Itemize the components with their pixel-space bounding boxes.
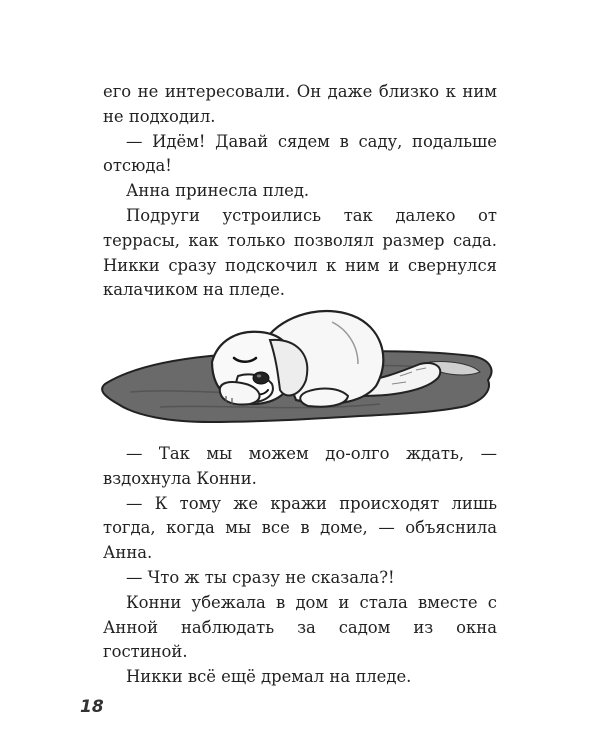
dog-nose <box>253 372 269 384</box>
paragraph: Никки всё ещё дремал на пледе. <box>126 667 412 687</box>
paragraph: Анна принесла плед. <box>126 181 310 201</box>
paragraph: — Что ж ты сразу не сказала?! <box>126 567 395 587</box>
text-block-top <box>103 80 497 303</box>
paragraph: — Так мы можем до-олго ждать, — вздохнула Конни. <box>103 444 497 488</box>
paragraph: его не интересовали. Он даже близко к ним не подходил. <box>103 82 497 126</box>
dog-back-paw <box>300 389 348 407</box>
paragraph: Конни убежала в дом и стала вместе с Анной наблюдать за садом из окна гостиной. <box>103 592 497 662</box>
paragraph: — Идём! Давай сядем в саду, подальше отсюда! <box>103 131 497 176</box>
text-block-bottom <box>103 442 497 690</box>
paragraph: Подруги устроились так далеко от террасы, как только позволял размер сада. Никки сразу подскочил к ним и свернулся калачиком на пледе. <box>103 205 497 300</box>
page-number: 18 <box>80 697 104 717</box>
paragraph: — К тому же кражи происходят лишь тогда, когда мы все в доме, — объяснила Анна. <box>103 493 497 563</box>
sleeping-dog-illustration <box>100 292 500 432</box>
